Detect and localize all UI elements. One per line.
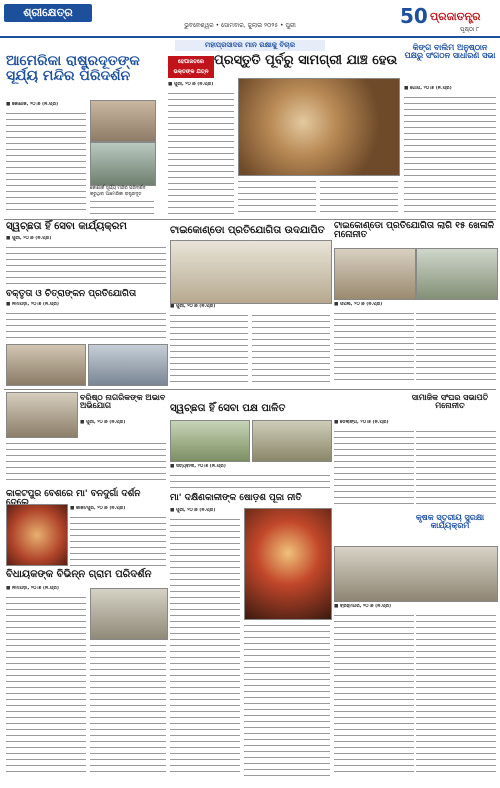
divider [4,389,496,390]
body-samajika-col2 [416,428,496,508]
body-krushak-col2 [416,612,496,776]
divider [4,219,496,220]
photo-players-1 [334,248,416,300]
body-samajika-col1 [334,428,414,508]
photo-senior-citizens [6,392,78,438]
dateline: ଭୁବନେଶ୍ୱର • ସୋମବାର, ଜୁଲାଇ ୨୦୨୫ • ପୁରୀ [184,22,296,29]
photo-essay-1 [6,344,86,386]
headline-dakhinakali: ମା' ଦକ୍ଷିଣକାଳୀଙ୍କ ଷୋଡ଼ଶ ପୂଜା ନୀତି [170,493,302,503]
headline-samajika-sangha: ସାମାଜିକ ସଂଘର ସଭାପତି ମନୋନୀତ [411,393,489,411]
kicker-mahaprasad: ହେପାଜତରେ ଭକ୍ତଙ୍କ ଯତ୍ନ [168,56,214,78]
body-players-col2 [416,310,496,384]
photo-mahaprasad-pots [238,78,400,176]
headline-taekwondo-players: ଟାଇକୋଣ୍ଡୋ ପ୍ରତିଯୋଗିତା ଲାଗି ୧୫ ଖେଳାଳି ମନୋନୀତ [334,221,495,241]
byline-senior-citizens: ■ ପୁରୀ, ୨୦।୭ (ନି.ପ୍ର) [80,420,126,425]
body-essay-competition [6,310,166,340]
headline-mla-visit: ବିଧାୟକଙ୍କ ବିଭିନ୍ନ ଗ୍ରାମ ପରିଦର୍ଶନ [6,569,152,580]
body-mahaprasad-col2 [238,178,316,214]
headline-kakatpur: କାକଟପୁର ବେଶରେ ମା' ବନଦୁର୍ଗା ଦର୍ଶନ [6,489,141,499]
byline-dakhinakali: ■ ପୁରୀ, ୨୦।୭ (ନି.ପ୍ର) [170,508,216,513]
body-swachhata-pakhya [170,472,330,488]
photo-taekwondo-group [170,240,332,304]
body-us-ambassador-2 [90,198,154,214]
body-senior-citizens [6,440,166,484]
headline-krushak: କୃଷକ ସ୍ତରୀୟ ସୁରକ୍ଷା କାର୍ଯ୍ୟକ୍ରମ [415,513,485,531]
body-dakhinakali-col2 [244,622,330,776]
headline-swachhata-pakhya: ସ୍ୱଚ୍ଛତା ହିଁ ସେବା ପକ୍ଷ ପାଳିତ [170,403,286,414]
body-mahaprasad-col1 [168,90,234,214]
byline-mla-visit: ■ ନିମାପଡ଼ା, ୨୦।୭ (ନି.ପ୍ର) [6,586,59,591]
headline-swachhata: ସ୍ୱଚ୍ଛତା ହିଁ ସେବା କାର୍ଯ୍ୟକ୍ରମ [6,221,127,232]
byline-sangathan: ■ ଗୋପ, ୨୦।୭ (ନି.ପ୍ର) [404,86,452,91]
body-players-col1 [334,310,414,384]
page-number: ପୃଷ୍ଠା ୮ [460,26,480,33]
byline-essay-competition: ■ ନିମାପଡ଼ା, ୨୦।୭ (ନି.ପ୍ର) [6,302,59,307]
photo-ambassador-visit [90,142,156,186]
byline-mahaprasad: ■ ପୁରୀ, ୨୦।୭ (ନି.ପ୍ର) [168,82,214,87]
byline-swachhata: ■ ପୁରୀ, ୨୦।୭ (ନି.ପ୍ର) [6,236,52,241]
photo-kakatpur-goddess [6,504,68,566]
byline-taekwondo-players: ■ ପିପିଲି, ୨୦।୭ (ନି.ପ୍ର) [334,302,383,307]
photo-swachhata-1 [170,420,250,462]
headline-us-ambassador: ଆମେରିକା ରାଷ୍ଟ୍ରଦୂତଙ୍କ ସୂର୍ଯ୍ୟ ମନ୍ଦିର ପରିଦର୍ଶନ [6,53,140,84]
byline-kakatpur: ■ କାକଟପୁର, ୨୦।୭ (ନି.ପ୍ର) [70,506,126,511]
photo-mla-visit [90,588,168,640]
byline-us-ambassador: ■ କୋଣାର୍କ, ୨୦।୭ (ନି.ପ୍ର) [6,102,59,107]
headline-mahaprasad: ପ୍ରସ୍ତୁତି ପୂର୍ବରୁ ସାମଗ୍ରୀ ଯାଞ୍ଚ ହେଉ [214,53,398,68]
body-us-ambassador [6,110,86,214]
section-title: ଶ୍ରୀକ୍ଷେତ୍ର [4,4,92,22]
body-mla-visit-col1 [6,594,86,776]
top-banner-mahaprasad: ମହାପ୍ରସାଦର ମାନ ରକ୍ଷାକୁ ବିଚାର [175,40,325,51]
photo-dakhinakali [244,508,332,620]
headline-essay-competition: ବକ୍ତୃତା ଓ ଚିତ୍ରାଙ୍କନ ପ୍ରତିଯୋଗିତା [6,289,137,299]
byline-samajika-sangha: ■ ଡେଲାଙ୍ଗ, ୨୦।୭ (ନି.ପ୍ର) [334,420,389,425]
body-taekwondo-col1 [170,312,248,384]
byline-taekwondo: ■ ପୁରୀ, ୨୦।୭ (ନି.ପ୍ର) [170,304,216,309]
caption-us-ambassador: କୋଣାର୍କ ସୂର୍ଯ୍ୟ ମନ୍ଦିର ପରିଦର୍ଶନ କରୁଥିବା ଆମେରିକା ରାଷ୍ଟ୍ରଦୂତ [90,186,146,197]
photo-krushak [334,546,498,602]
anniversary-number: 50 [400,4,428,28]
body-mla-visit-col2 [90,642,166,776]
byline-krushak: ■ ବ୍ରହ୍ମଗିରି, ୨୦।୭ (ନି.ପ୍ର) [334,604,392,609]
photo-konark-temple [90,100,156,142]
body-taekwondo-col2 [252,312,330,384]
newspaper-name: ପ୍ରଜାତନ୍ତ୍ର [430,10,481,23]
headline-sangathan: କିଙ୍ଗ ବାଲିମ ଅନୁଷ୍ଠାନ ପକ୍ଷରୁ ସଂଗଠନ ସାଧାରଣ ସଭା [404,43,496,61]
byline-swachhata-pakhya: ■ ସତ୍ୟବାଦୀ, ୨୦।୭ (ନି.ପ୍ର) [170,464,226,469]
photo-players-2 [416,248,498,300]
body-kakatpur [70,514,166,566]
body-krushak-col1 [334,612,414,776]
body-mahaprasad-col3 [320,178,398,214]
body-swachhata [6,244,166,284]
newspaper-logo [400,4,496,32]
photo-swachhata-2 [252,420,332,462]
photo-essay-2 [88,344,168,386]
body-dakhinakali-col1 [170,516,240,776]
headline-taekwondo: ଟାଇକୋଣ୍ଡୋ ପ୍ରତିଯୋଗିତା ଉଦଯାପିତ [170,225,325,236]
body-sangathan [404,94,496,214]
headline-senior-citizens: ବରିଷ୍ଠ ନାଗରିକଙ୍କ ଅଭାବ ଅଭିଯୋଗ [80,393,166,411]
